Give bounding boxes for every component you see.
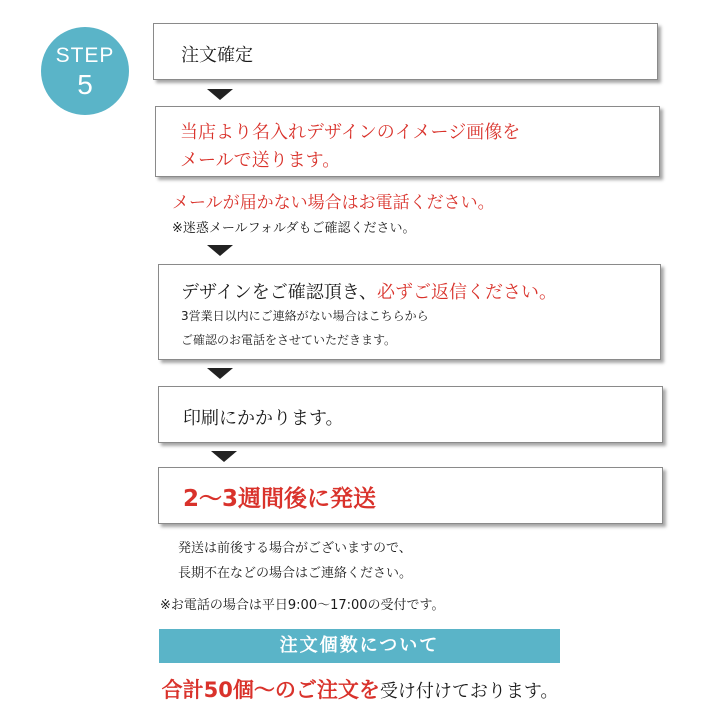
confirm-sub-line1: 3営業日以内にご連絡がない場合はこちらから bbox=[181, 309, 429, 323]
mail-warning: メールが届かない場合はお電話ください。 bbox=[172, 193, 495, 213]
order-minimum-black: 受け付けております。 bbox=[379, 681, 559, 702]
ship-note-line2: 長期不在などの場合はご連絡ください。 bbox=[178, 566, 413, 581]
step-number: 5 bbox=[77, 69, 93, 100]
confirm-main-text: デザインをご確認頂き、 bbox=[181, 282, 378, 303]
confirm-reply-required: 必ずご返信ください。 bbox=[377, 282, 558, 303]
step-text-order-confirm: 注文確定 bbox=[181, 45, 253, 66]
step-label: STEP bbox=[55, 44, 115, 67]
order-minimum-red: 合計50個～のご注文を bbox=[161, 678, 380, 702]
confirm-sub-line2: ご確認のお電話をさせていただきます。 bbox=[181, 333, 397, 347]
step-text-shipping: 2～3週間後に発送 bbox=[183, 486, 377, 512]
step-text-confirm bbox=[181, 278, 557, 304]
arrow-down-icon bbox=[207, 89, 233, 100]
step-box-design-image bbox=[155, 106, 660, 177]
step-badge bbox=[41, 27, 129, 115]
arrow-down-icon bbox=[207, 245, 233, 256]
ship-note-line1: 発送は前後する場合がございますので、 bbox=[178, 541, 412, 556]
step-text-design-line1: 当店より名入れデザインのイメージ画像を bbox=[180, 122, 521, 143]
order-minimum-text bbox=[0, 674, 720, 704]
step-text-printing: 印刷にかかります。 bbox=[183, 408, 344, 429]
phone-hours-note: ※お電話の場合は平日9:00～17:00の受付です。 bbox=[160, 598, 445, 613]
step-box-confirm-reply bbox=[158, 264, 661, 360]
arrow-down-icon bbox=[211, 451, 237, 462]
order-quantity-heading: 注文個数について bbox=[159, 629, 560, 663]
arrow-down-icon bbox=[207, 368, 233, 379]
step-text-design-line2: メールで送ります。 bbox=[180, 150, 341, 171]
spam-note: ※迷惑メールフォルダもご確認ください。 bbox=[172, 221, 416, 236]
step-box-printing bbox=[158, 386, 663, 443]
step-box-shipping bbox=[158, 467, 663, 524]
step-box-order-confirm bbox=[153, 23, 658, 80]
